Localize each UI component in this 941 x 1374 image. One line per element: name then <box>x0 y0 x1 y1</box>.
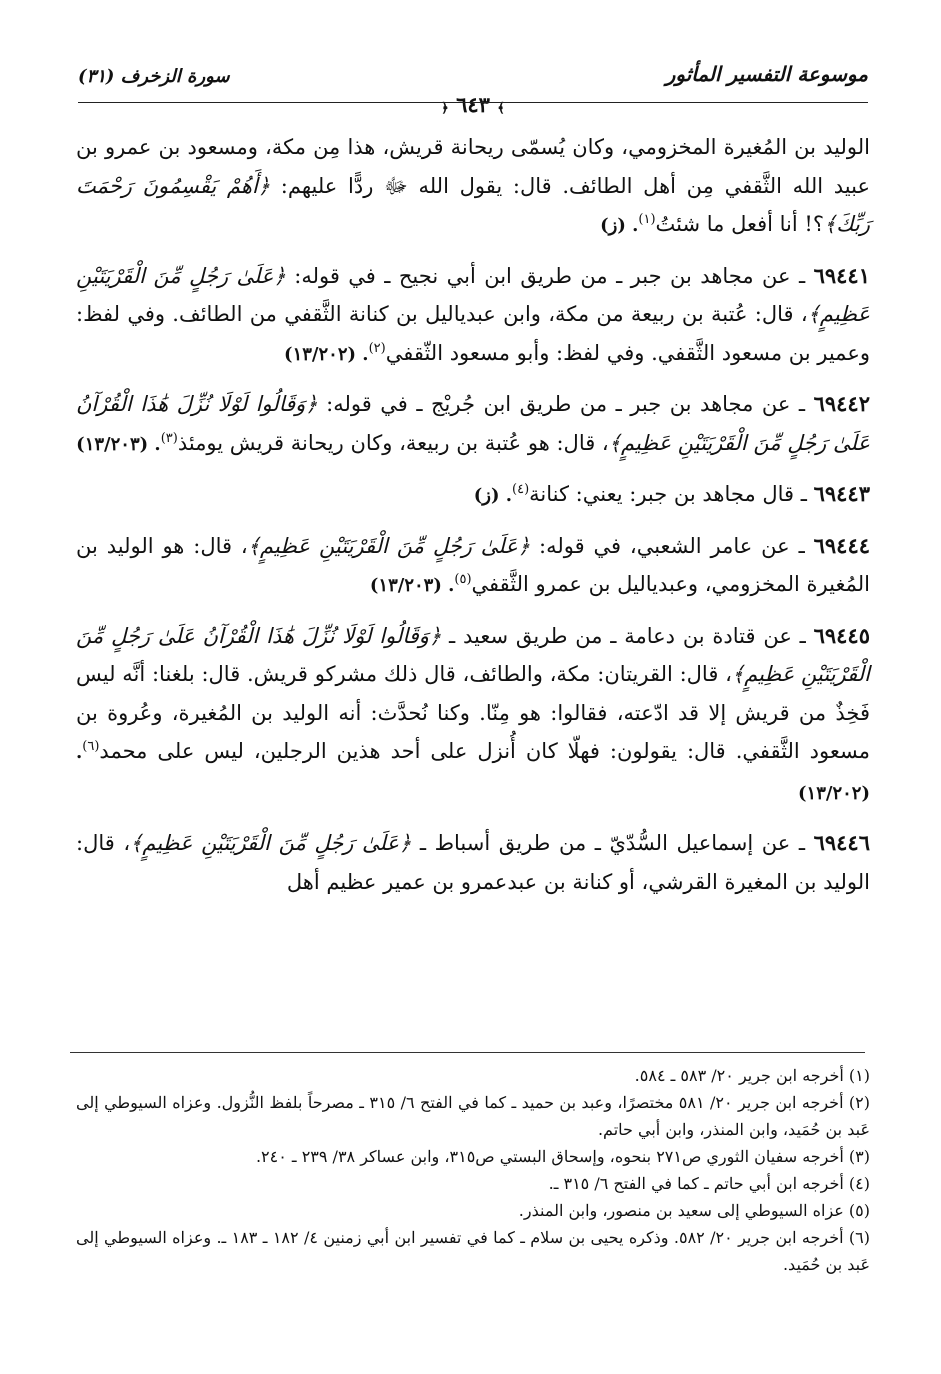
paragraph-5 <box>76 617 870 814</box>
narration-text: ـ عن قتادة بن دعامة ـ من طريق سعيد ـ <box>441 623 814 648</box>
page-number-value: ٦٤٣ <box>456 92 490 117</box>
source-reference: . (ز) <box>473 485 513 506</box>
paragraph-2 <box>76 385 870 464</box>
narration-number: ٦٩٤٤١ <box>813 262 870 288</box>
footnote-3: (٣) أخرجه سفيان الثوري ص٢٧١ بنحوه، وإسحاق البستي ص٣١٥، وابن عساكر ٣٨/ ٢٣٩ ـ ٢٤٠. <box>255 1147 870 1166</box>
book-title: موسوعة التفسير المأثور <box>665 62 868 86</box>
source-reference: . (١٣/٢٠٢) <box>284 343 369 365</box>
footnote-6: (٦) أخرجه ابن جرير ٢٠/ ٥٨٢. وذكره يحيى بن سلام ـ كما في تفسير ابن أبي زمنين ٤/ ١٨٢ ـ ١٨٣ ـ. وعزاه السيوطي إلى عَبد بن حُمَيد. <box>76 1228 870 1274</box>
source-reference: . (١٣/٢٠٣) <box>369 575 455 596</box>
paragraph-6 <box>76 824 870 903</box>
footnote-marker: (٣) <box>160 430 178 446</box>
footnote-1: (١) أخرجه ابن جرير ٢٠/ ٥٨٣ ـ ٥٨٤. <box>634 1066 870 1085</box>
footnote-divider <box>70 1052 865 1053</box>
narration-text: الوليد بن المُغيرة المخزومي، وكان يُسمّى ريحانة قريش، هذا مِن مكة، ومسعود بن عمرو بن عبيد الله الثَّقفي مِن أهل الطائف. قال: يقول الله ﷻ ردًّا عليهم: <box>76 135 870 198</box>
narration-text-after: ؟! أنا أفعل ما شئتُ <box>655 212 824 236</box>
quran-quote: ﴿وَقَالُوا لَوْلَا نُزِّلَ هَٰذَا الْقُرْآنُ عَلَىٰ رَجُلٍ مِّنَ الْقَرْيَتَيْنِ عَظِيمٍ﴾ <box>76 392 870 455</box>
footnotes <box>76 1062 870 1278</box>
quran-quote: ﴿عَلَىٰ رَجُلٍ مِّنَ الْقَرْيَتَيْنِ عَظِيمٍ﴾ <box>130 831 412 855</box>
narration-text: ـ عن عامر الشعبي، في قوله: <box>530 533 814 558</box>
narration-text-after: ، قال: هو عُتبة بن ربيعة، وكان ريحانة قريش يومئذ <box>177 430 609 455</box>
narration-text: ـ عن مجاهد بن جبر ـ من طريق ابن أبي نجيح ـ في قوله: <box>285 263 814 288</box>
footnote-marker: (٦) <box>82 739 100 754</box>
narration-text: ـ قال مجاهد بن جبر: يعني: كنانة <box>529 482 814 506</box>
narration-number: ٦٩٤٤٣ <box>813 481 870 506</box>
footnote-2: (٢) أخرجه ابن جرير ٢٠/ ٥٨١ مختصرًا، وعبد بن حميد ـ كما في الفتح ٦/ ٣١٥ ـ مصرحاً بلفظ النُّزول. وعزاه السيوطي إلى عَبد بن حُمَيد، وابن المنذر، وابن أبي حاتم. <box>76 1093 871 1139</box>
paragraph-3 <box>76 475 870 516</box>
narration-number: ٦٩٤٤٦ <box>813 830 870 855</box>
quran-quote: ﴿أَهُمْ يَقْسِمُونَ رَحْمَتَ رَبِّكَ﴾ <box>76 173 870 236</box>
ornament-left: ﴿ <box>441 101 449 116</box>
source-reference: . (١٣/٢٠٣) <box>76 433 161 455</box>
ornament-right: ﴾ <box>497 101 505 116</box>
page-number <box>435 92 511 117</box>
footnote-marker: (٤) <box>512 482 530 497</box>
narration-number: ٦٩٤٤٤ <box>813 532 871 558</box>
footnote-marker: (١) <box>638 212 656 227</box>
paragraph-1 <box>76 257 870 375</box>
footnote-marker: (٥) <box>454 572 472 587</box>
narration-text: ـ عن إسماعيل السُّدّيّ ـ من طريق أسباط ـ <box>411 831 814 855</box>
header-rule <box>78 102 868 103</box>
narration-text-after: ، قال: عُتبة بن ربيعة من مكة، وابن عبدياليل بن كنانة الثَّقفي من الطائف. وفي لفظ: وعمير بن مسعود الثَّقفي. وفي لفظ: وأبو مسعود الثّقفي <box>76 302 870 365</box>
paragraph-0 <box>76 128 870 246</box>
quran-quote: ﴿عَلَىٰ رَجُلٍ مِّنَ الْقَرْيَتَيْنِ عَظِيمٍ﴾ <box>76 263 870 326</box>
narration-number: ٦٩٤٤٢ <box>813 391 870 416</box>
quran-quote: ﴿عَلَىٰ رَجُلٍ مِّنَ الْقَرْيَتَيْنِ عَظِيمٍ﴾ <box>247 533 531 558</box>
paragraph-4 <box>76 527 870 606</box>
quran-quote: ﴿وَقَالُوا لَوْلَا نُزِّلَ هَٰذَا الْقُرْآنُ عَلَىٰ رَجُلٍ مِّنَ الْقَرْيَتَيْنِ عَظِيمٍ﴾ <box>76 623 870 686</box>
source-reference: . (ز) <box>600 215 639 236</box>
narration-number: ٦٩٤٤٥ <box>813 622 870 648</box>
footnote-5: (٥) عزاه السيوطي إلى سعيد بن منصور، وابن المنذر. <box>518 1201 870 1220</box>
footnote-marker: (٢) <box>368 340 386 356</box>
narration-text: ـ عن مجاهد بن جبر ـ من طريق ابن جُريْج ـ في قوله: <box>317 392 814 416</box>
footnote-4: (٤) أخرجه ابن أبي حاتم ـ كما في الفتح ٦/ ٣١٥ ـ. <box>548 1174 870 1193</box>
narration-text-after: ، قال: هو الوليد بن المُغيرة المخزومي، وعبدياليل بن عمرو الثَّقفي <box>76 533 870 596</box>
body-text <box>76 128 870 914</box>
surah-title: سورة الزخرف (٣١) <box>78 66 230 87</box>
narration-text-after: ، قال: القريتان: مكة، والطائف، قال ذلك مشركو قريش. قال: بلغنا: أنَّه ليس فَخِذٌ من قريش إلا قد ادّعته، فقالوا: هو مِنّا. وكنا نُحدَّث: أنه الوليد بن المُغيرة، وعُروة بن مسعود الثَّقفي. قال: يقولون: فهلّا كان أُنزل على أحد هذين الرجلين، ليس على محمد <box>76 662 870 763</box>
narration-text-after: ، قال: الوليد بن المغيرة القرشي، أو كنانة بن عبدعمرو بن عمير عظيم أهل <box>76 831 870 894</box>
page-header <box>78 58 868 117</box>
source-reference: . (١٣/٢٠٢) <box>76 742 870 804</box>
